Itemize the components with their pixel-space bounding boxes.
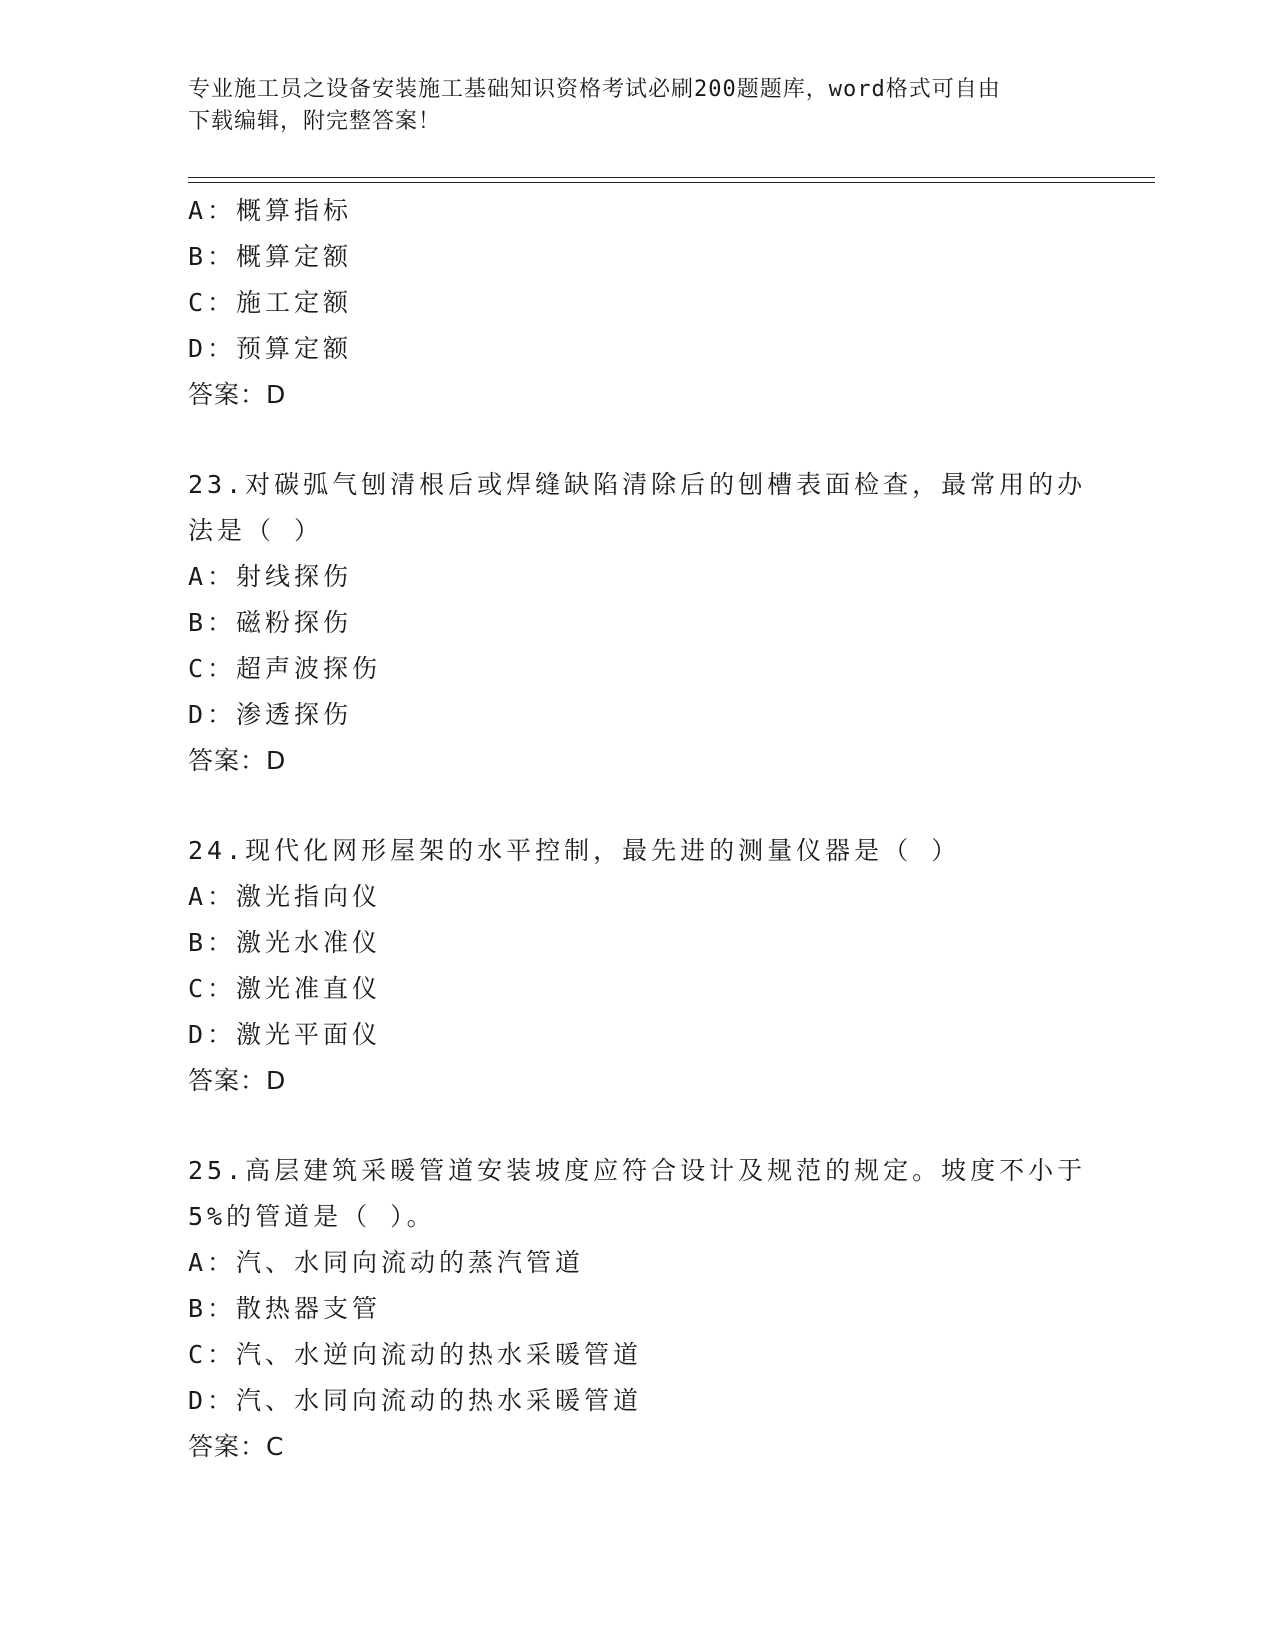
- answer: 答案：C: [188, 1432, 285, 1461]
- header-divider-bottom: [188, 182, 1155, 183]
- option-c: C：施工定额: [188, 288, 353, 317]
- question-stem-line-1: 23.对碳弧气刨清根后或焊缝缺陷清除后的刨槽表面检查，最常用的办: [188, 470, 1087, 499]
- answer: 答案：D: [188, 380, 287, 409]
- answer: 答案：D: [188, 1066, 287, 1095]
- option-b: B：激光水准仪: [188, 928, 382, 957]
- question-22: [188, 188, 1088, 418]
- document-header: [188, 74, 1088, 138]
- option-b: B：概算定额: [188, 242, 353, 271]
- spacer: [188, 784, 1088, 828]
- option-b: B：散热器支管: [188, 1294, 382, 1323]
- question-stem-line-1: 24.现代化网形屋架的水平控制，最先进的测量仪器是（ ）: [188, 836, 961, 865]
- header-divider-top: [188, 177, 1155, 178]
- option-d: D：激光平面仪: [188, 1020, 382, 1049]
- option-d: D：汽、水同向流动的热水采暖管道: [188, 1386, 643, 1415]
- option-c: C：激光准直仪: [188, 974, 382, 1003]
- question-25: [188, 1148, 1088, 1470]
- header-title-line-2: 下载编辑，附完整答案！: [188, 109, 442, 134]
- option-a: A：汽、水同向流动的蒸汽管道: [188, 1248, 585, 1277]
- spacer: [188, 418, 1088, 462]
- question-stem-line-2: 法是（ ）: [188, 516, 324, 545]
- option-c: C：超声波探伤: [188, 654, 382, 683]
- question-list: [188, 188, 1088, 1470]
- header-title-line-1: 专业施工员之设备安装施工基础知识资格考试必刷200题题库，word格式可自由: [188, 77, 1001, 102]
- option-a: A：射线探伤: [188, 562, 353, 591]
- option-b: B：磁粉探伤: [188, 608, 353, 637]
- question-stem-line-2: 5%的管道是（ ）。: [188, 1202, 436, 1231]
- option-c: C：汽、水逆向流动的热水采暖管道: [188, 1340, 643, 1369]
- question-23: [188, 462, 1088, 784]
- option-a: A：概算指标: [188, 196, 353, 225]
- option-a: A：激光指向仪: [188, 882, 382, 911]
- question-24: [188, 828, 1088, 1104]
- spacer: [188, 1104, 1088, 1148]
- question-stem-line-1: 25.高层建筑采暖管道安装坡度应符合设计及规范的规定。坡度不小于: [188, 1156, 1087, 1185]
- option-d: D：渗透探伤: [188, 700, 353, 729]
- option-d: D：预算定额: [188, 334, 353, 363]
- answer: 答案：D: [188, 746, 287, 775]
